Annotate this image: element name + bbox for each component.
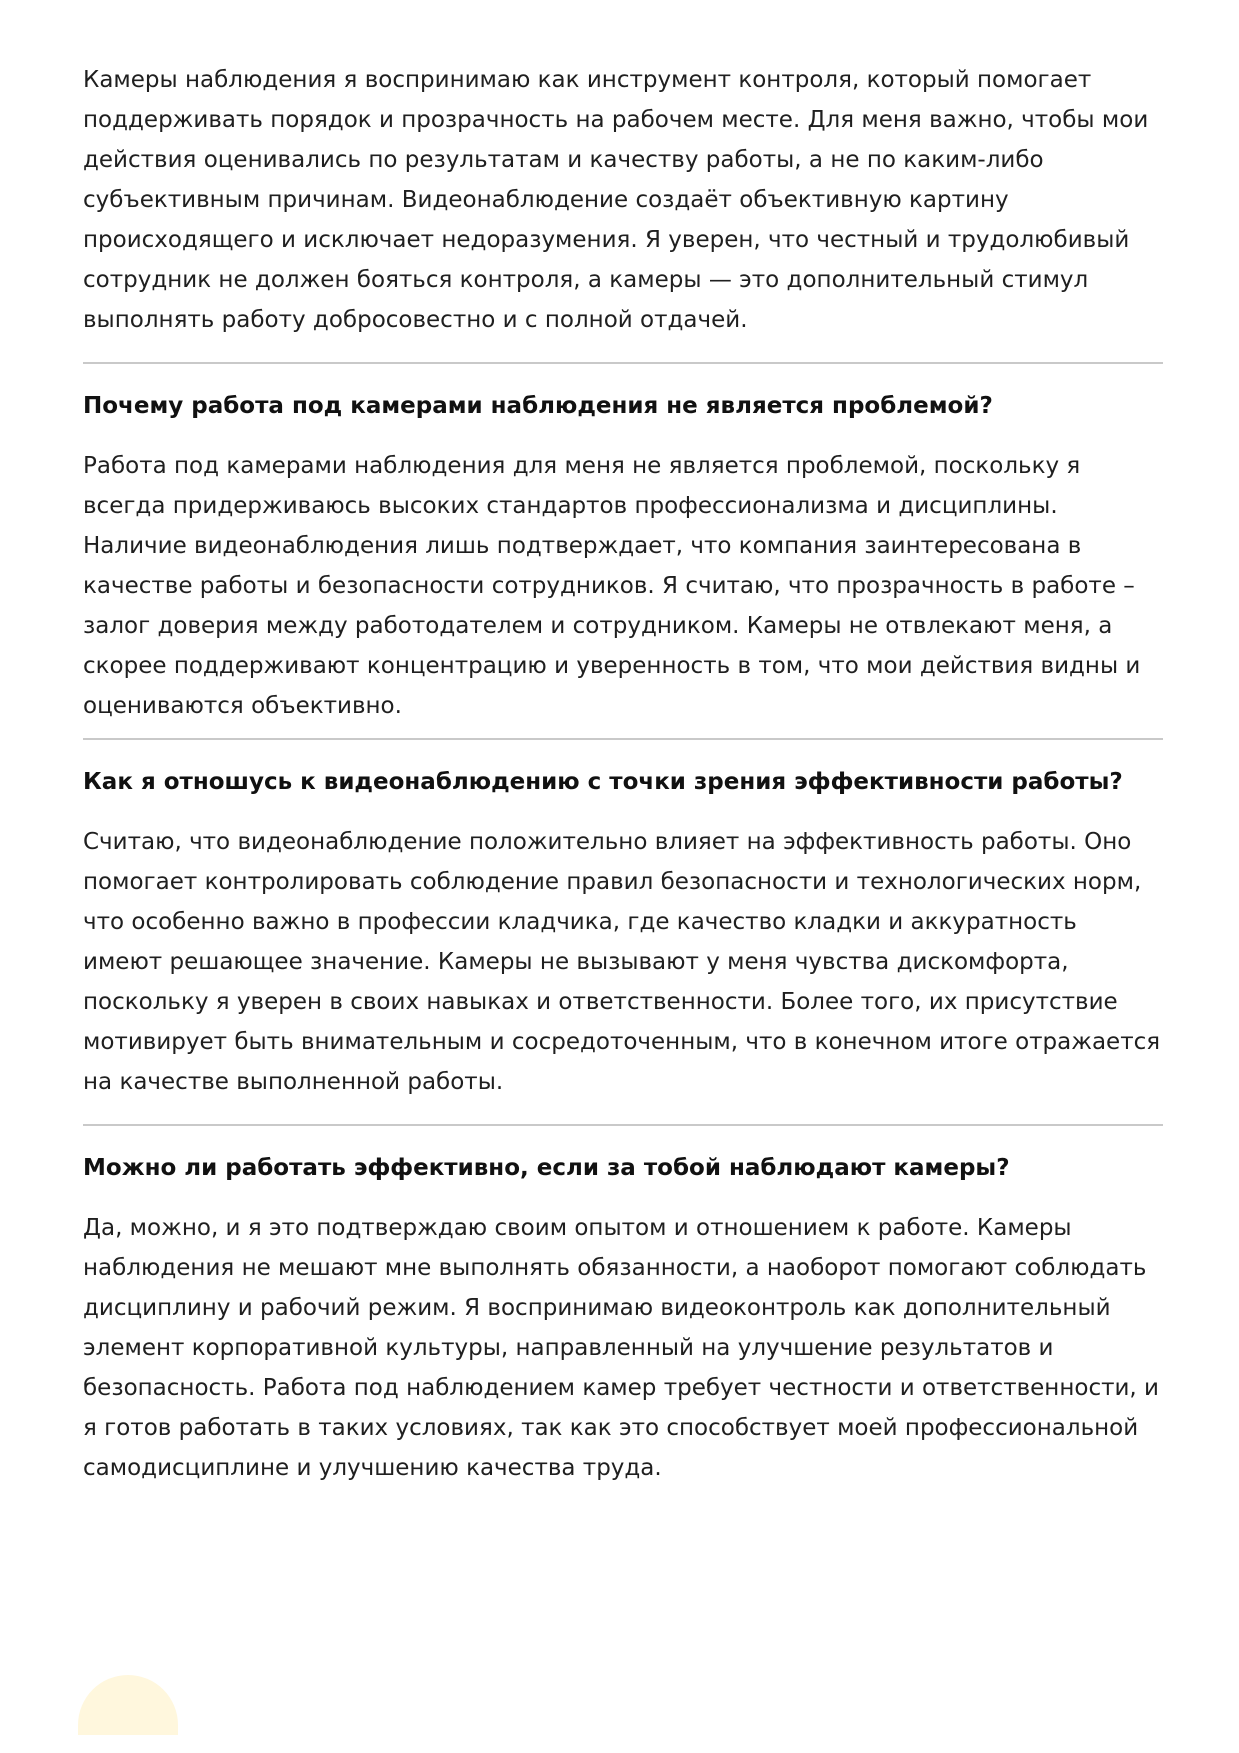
section-divider (83, 1124, 1163, 1126)
section-paragraph-2: Считаю, что видеонаблюдение положительно влияет на эффективность работы. Оно помогает контролировать соблюдение правил безопасности и технологических норм, что особенно важно в профессии кладчика, где качество кладки и аккуратность имеют решающее значение. Камеры не вызывают у меня чувства дискомфорта, поскольку я уверен в своих навыках и ответственности. Более того, их присутствие мотивирует быть внимательным и сосредоточенным, что в конечном итоге отражается на качестве выполненной работы. (83, 829, 1161, 1095)
document-page (83, 60, 1163, 1488)
section-heading-3: Можно ли работать эффективно, если за тобой наблюдают камеры? (83, 1155, 1010, 1181)
corner-decoration (78, 1675, 178, 1735)
section-divider (83, 362, 1163, 364)
section-paragraph-1: Работа под камерами наблюдения для меня не является проблемой, поскольку я всегда придерживаюсь высоких стандартов профессионализма и дисциплины. Наличие видеонаблюдения лишь подтверждает, что компания заинтересована в качестве работы и безопасности сотрудников. Я считаю, что прозрачность в работе – залог доверия между работодателем и сотрудником. Камеры не отвлекают меня, а скорее поддерживают концентрацию и уверенность в том, что мои действия видны и оцениваются объективно. (83, 453, 1141, 719)
section-paragraph-3: Да, можно, и я это подтверждаю своим опытом и отношением к работе. Камеры наблюдения не мешают мне выполнять обязанности, а наоборот помогают соблюдать дисциплину и рабочий режим. Я воспринимаю видеоконтроль как дополнительный элемент корпоративной культуры, направленный на улучшение результатов и безопасность. Работа под наблюдением камер требует честности и ответственности, и я готов работать в таких условиях, так как это способствует моей профессиональной самодисциплине и улучшению качества труда. (83, 1215, 1160, 1481)
intro-paragraph: Камеры наблюдения я воспринимаю как инструмент контроля, который помогает поддерживать порядок и прозрачность на рабочем месте. Для меня важно, чтобы мои действия оценивались по результатам и качеству работы, а не по каким-либо субъективным причинам. Видеонаблюдение создаёт объективную картину происходящего и исключает недоразумения. Я уверен, что честный и трудолюбивый сотрудник не должен бояться контроля, а камеры — это дополнительный стимул выполнять работу добросовестно и с полной отдачей. (83, 67, 1149, 333)
section-heading-1: Почему работа под камерами наблюдения не является проблемой? (83, 393, 993, 419)
section-divider (83, 738, 1163, 740)
section-heading-2: Как я отношусь к видеонаблюдению с точки зрения эффективности работы? (83, 769, 1123, 795)
